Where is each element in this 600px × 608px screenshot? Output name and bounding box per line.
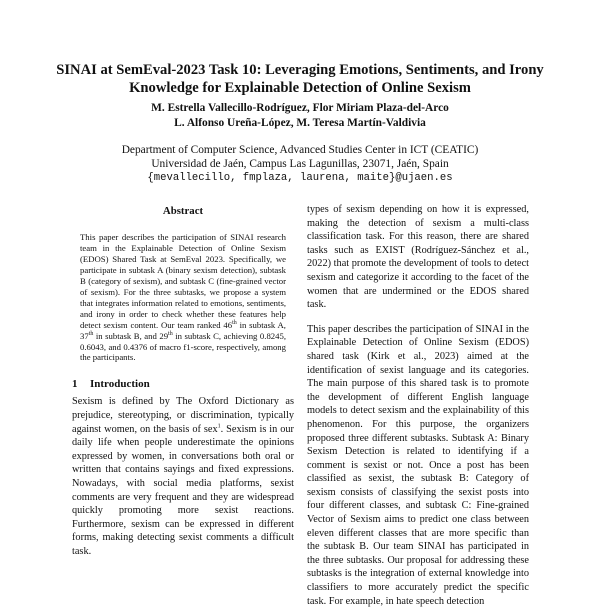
intro-text-part: Sexism is defined by The Oxford Dictionary as prejudice, stereotyping, or discrimination, typically against women, on the basis of sex — [72, 396, 294, 435]
ordinal-superscript: th — [232, 319, 237, 326]
section-heading-introduction — [72, 377, 294, 391]
intro-paragraph — [72, 395, 294, 558]
left-column — [72, 204, 294, 559]
abstract-text-part: in subtask C, achieving 0.8245, 0.6043, and 0.4376 of macro f1-score, respectively, among the participants. — [80, 330, 286, 363]
author-list — [50, 101, 550, 131]
footnote-marker[interactable]: 1 — [217, 423, 221, 430]
abstract-text-part: in subtask B, and 29 — [93, 330, 169, 341]
right-paragraph-2: This paper describes the participation of SINAI in the Explainable Detection of Online Sexism (EDOS) shared task (Kirk et al., 2023) aimed at the identification of sexist language and its categories. The main purpose of this shared task is to promote the development of different English language models to detect sexism and the explainability of this phenomenon. For this purpose, the organizers proposed three different subtasks. Subtask A: Binary Sexism Detection is related to identifying if a comment is sexist or not. Once a post has been classified as sexist, the subtask B: Category of sexism consists of classifying the sexist posts into four different classes, and subtask C: Fine-grained Vector of Sexism aims to predict one class between eleven different classes that are more specific than the subtask B. Our team SINAI has participated in the three subtasks. Our proposal for addressing these subtasks is the integration of external knowledge into classifiers to more accurately predict the specific task. For example, in hate speech detection — [307, 323, 529, 607]
affiliation-block — [50, 143, 550, 185]
ordinal-superscript: th — [168, 330, 173, 337]
abstract-text-part: This paper describes the participation of SINAI research team in the Explainable Detection of Online Sexism (EDOS) Shared Task at SemEval 2023. Specifically, we participate in subtask A (binary sexism detection), subtask B (category of sexism), and subtask C (fine-grained vector of sexism). For the three subtasks, we propose a system that integrates information related to emotions, sentiments, and irony in order to check whether these features help detect sexism content. Our team ranked 46 — [80, 232, 286, 330]
paper-title: SINAI at SemEval-2023 Task 10: Leveraging Emotions, Sentiments, and Irony Knowledge for Explainable Detection of Online Sexism — [56, 62, 544, 96]
author-emails: {mevallecillo, fmplaza, laurena, maite}@ujaen.es — [147, 172, 453, 184]
abstract-text — [80, 232, 286, 363]
authors-line-1: M. Estrella Vallecillo-Rodríguez, Flor Miriam Plaza-del-Arco — [151, 102, 449, 114]
authors-line-2: L. Alfonso Ureña-López, M. Teresa Martín-Valdivia — [174, 117, 426, 129]
abstract-text-part: in subtask A, 37 — [80, 319, 286, 341]
affiliation-department: Department of Computer Science, Advanced Studies Center in ICT (CEATIC) — [121, 144, 479, 156]
intro-text-part: . Sexism is in our daily life when people underestimate the opinions expressed by women, in conversations both oral or written that contains sayings and fixed expressions. Nowadays, with social media platforms, sexist comments are very frequent and they are widespread quickly promoting more sexist reactions. Furthermore, sexism can be expressed in different forms, making detecting sexist comments a difficult task. — [72, 423, 294, 557]
right-paragraph-1: types of sexism depending on how it is expressed, making the detection of sexism a multi-class classification task. For this reason, there are shared tasks such as EXIST (Rodríguez-Sánchez et al., 2022) that promote the development of tools to detect sexism and categorize it according to the facet of the women that are undermined or the EDOS shared task. — [307, 204, 529, 311]
abstract-heading: Abstract — [162, 205, 204, 217]
affiliation-university: Universidad de Jaén, Campus Las Lagunillas, 23071, Jaén, Spain — [151, 158, 449, 170]
section-title: Introduction — [90, 378, 150, 391]
right-column — [307, 203, 529, 608]
section-number: 1 — [72, 378, 78, 391]
ordinal-superscript: th — [88, 330, 94, 337]
